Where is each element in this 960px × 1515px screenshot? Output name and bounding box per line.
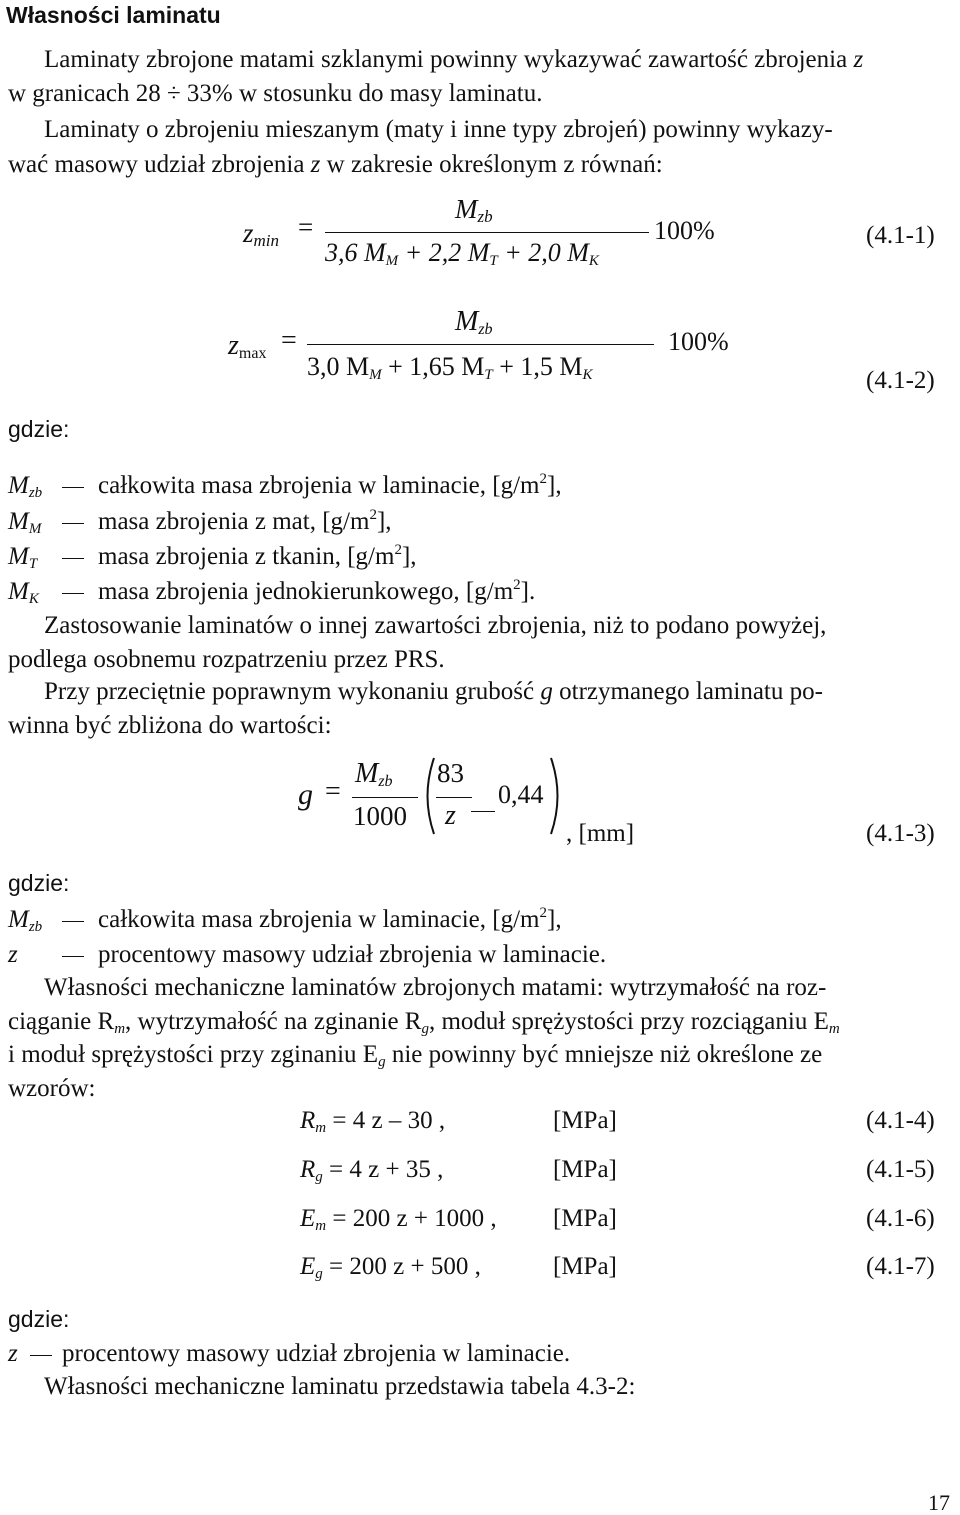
paragraph-2-line-1: Laminaty o zbrojeniu mieszanym (maty i inne typy zbrojeń) powinny wykazy- <box>44 116 833 143</box>
section-heading: Własności laminatu <box>6 2 221 28</box>
equation-number: (4.1-1) <box>866 222 935 249</box>
definition-item: z <box>8 1340 18 1367</box>
page-number: 17 <box>928 1490 950 1515</box>
parenthesis-right <box>549 756 567 836</box>
equation-number: (4.1-6) <box>866 1205 935 1232</box>
where-label: gdzie: <box>8 870 70 896</box>
paragraph-2-line-2: wać masowy udział zbrojenia z w zakresie określonym z równań: <box>8 151 663 178</box>
formula-row: $R_g = 4$ z + 35 , <box>300 1156 444 1185</box>
paragraph-3-line-1: Zastosowanie laminatów o innej zawartości zbrojenia, niż to podano powyżej, <box>44 612 827 639</box>
equation-number: (4.1-2) <box>866 367 935 394</box>
where-label: gdzie: <box>8 1306 70 1332</box>
equation-number: (4.1-4) <box>866 1107 935 1134</box>
paragraph-4-line-1: Przy przeciętnie poprawnym wykonaniu grubość g otrzymanego laminatu po- <box>44 678 823 705</box>
paragraph-5-line-3: i moduł sprężystości przy zginaniu $E_g$ nie powinny być mniejsze niż określone ze <box>8 1041 823 1070</box>
formula-row: $E_m = 200$ z + 1000 , <box>300 1205 497 1234</box>
paragraph-5-line-4: wzorów: <box>8 1075 96 1102</box>
paragraph-4-line-2: winna być zbliżona do wartości: <box>8 712 332 739</box>
definition-item: $M_{zb}$ <box>8 472 43 501</box>
paragraph-1-line-2: w granicach 28 ÷ 33% w stosunku do masy laminatu. <box>8 80 543 107</box>
paragraph-3-line-2: podlega osobnemu rozpatrzeniu przez PRS. <box>8 646 445 673</box>
formula-row: $E_g = 200$ z + 500 , <box>300 1253 481 1282</box>
equation-number: (4.1-7) <box>866 1253 935 1280</box>
parenthesis-left <box>418 756 436 836</box>
definition-item: z <box>8 941 18 968</box>
where-label: gdzie: <box>8 416 70 442</box>
paragraph-5-line-1: Własności mechaniczne laminatów zbrojonych matami: wytrzymałość na roz- <box>44 974 827 1001</box>
paragraph-1-line-1: Laminaty zbrojone matami szklanymi powinny wykazywać zawartość zbrojenia z <box>44 46 864 73</box>
definition-item: $M_T$ <box>8 543 38 572</box>
definition-item: $M_K$ <box>8 578 39 607</box>
equation-number: (4.1-3) <box>866 820 935 847</box>
closing-sentence: Własności mechaniczne laminatu przedstawia tabela 4.3-2: <box>44 1373 636 1400</box>
equation-number: (4.1-5) <box>866 1156 935 1183</box>
paragraph-5-line-2: ciąganie $R_m$, wytrzymałość na zginanie $R_g$, moduł sprężystości przy rozciąganiu $E_m$ <box>8 1008 840 1037</box>
definition-item: $M_{zb}$ <box>8 906 43 935</box>
formula-row: $R_m = 4$ z – 30 , <box>300 1107 446 1136</box>
definition-item: $M_M$ <box>8 508 42 537</box>
